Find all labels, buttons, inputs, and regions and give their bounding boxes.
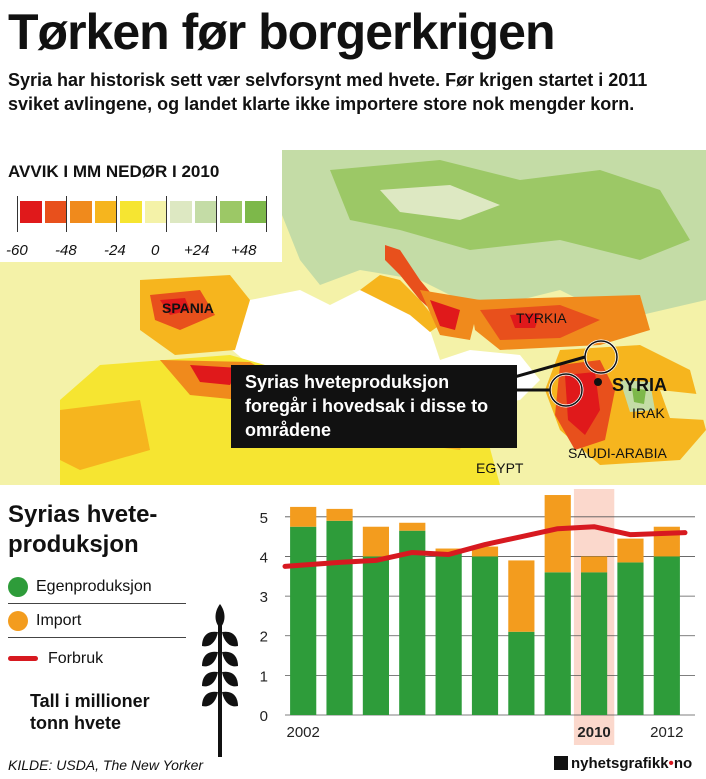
scale-swatch bbox=[120, 201, 142, 223]
bar-own-2007 bbox=[472, 556, 498, 715]
y-tick-label: 0 bbox=[259, 708, 268, 725]
bar-own-2009 bbox=[545, 572, 571, 715]
y-tick-label: 1 bbox=[259, 668, 268, 686]
brand-mark-icon bbox=[554, 756, 568, 770]
scale-swatch bbox=[195, 201, 217, 223]
units-note bbox=[30, 690, 150, 734]
bar-own-2008 bbox=[508, 632, 534, 715]
scale-label: +24 bbox=[184, 242, 210, 259]
scale-divider bbox=[266, 196, 267, 232]
bar-import-2002 bbox=[290, 507, 316, 527]
scale-divider bbox=[116, 196, 117, 232]
bar-own-2002 bbox=[290, 527, 316, 715]
legend-divider bbox=[8, 637, 186, 638]
bar-own-2005 bbox=[399, 531, 425, 715]
label-saudi-arabia: SAUDI-ARABIA bbox=[568, 445, 667, 461]
brand-dot: • bbox=[668, 755, 674, 772]
legend-own-swatch bbox=[8, 577, 28, 597]
bar-import-2003 bbox=[326, 509, 352, 521]
scale-swatch bbox=[70, 201, 92, 223]
bar-own-2012 bbox=[654, 556, 680, 715]
legend-import-swatch bbox=[8, 611, 28, 631]
color-scale bbox=[20, 201, 270, 223]
scale-swatch bbox=[170, 201, 192, 223]
scale-swatch bbox=[245, 201, 267, 223]
scale-swatch bbox=[220, 201, 242, 223]
scale-label: +48 bbox=[231, 242, 257, 259]
legend-own bbox=[8, 577, 152, 597]
scale-divider bbox=[216, 196, 217, 232]
scale-label: -60 bbox=[6, 242, 28, 259]
y-tick-label: 2 bbox=[259, 628, 268, 646]
scale-label: 0 bbox=[151, 242, 160, 259]
legend-import bbox=[8, 611, 81, 631]
map-legend-title: AVVIK I MM NEDØR I 2010 bbox=[8, 162, 220, 181]
label-turkey: TYRKIA bbox=[516, 310, 567, 326]
y-tick-label: 4 bbox=[259, 549, 268, 567]
bar-own-2010 bbox=[581, 572, 607, 715]
units-line-2: tonn hvete bbox=[30, 713, 122, 733]
bar-own-2004 bbox=[363, 556, 389, 715]
bar-own-2006 bbox=[436, 552, 462, 715]
bar-import-2004 bbox=[363, 527, 389, 557]
units-line-1: Tall i millioner bbox=[30, 691, 150, 711]
legend-consumption-swatch bbox=[8, 656, 38, 661]
source-note: KILDE: USDA, The New Yorker bbox=[8, 757, 204, 773]
scale-label: -24 bbox=[104, 242, 126, 259]
brand-tld: no bbox=[673, 755, 693, 772]
legend-consumption bbox=[8, 650, 103, 668]
label-egypt: EGYPT bbox=[476, 460, 524, 476]
lead-text: Syria har historisk sett vær selvforsynt med hvete. Før krigen startet i 2011 sviket avlingene, og landet klarte ikke importere store nok mengder korn. bbox=[8, 70, 648, 114]
bar-import-2005 bbox=[399, 523, 425, 531]
brand-name: nyhetsgrafikk bbox=[571, 755, 669, 772]
bar-import-2011 bbox=[617, 539, 643, 563]
chart-title-line-1: Syrias hvete- bbox=[8, 501, 158, 528]
y-tick-label: 5 bbox=[259, 509, 268, 527]
legend-import-label: Import bbox=[36, 612, 82, 630]
scale-swatch bbox=[20, 201, 42, 223]
y-tick-label: 3 bbox=[259, 589, 268, 607]
label-syria: SYRIA bbox=[612, 375, 668, 395]
bar-import-2010 bbox=[581, 556, 607, 572]
brand-logo bbox=[554, 755, 692, 772]
legend-own-label: Egenproduksjon bbox=[36, 578, 152, 596]
scale-label: -48 bbox=[55, 242, 77, 259]
bar-import-2008 bbox=[508, 560, 534, 631]
chart-title bbox=[8, 500, 157, 560]
label-spain: SPANIA bbox=[162, 300, 214, 316]
x-tick-label: 2002 bbox=[286, 724, 320, 741]
scale-swatch bbox=[45, 201, 67, 223]
scale-divider bbox=[17, 196, 18, 232]
page-title: Tørken før borgerkrigen bbox=[8, 4, 555, 60]
scale-divider bbox=[166, 196, 167, 232]
x-tick-label: 2012 bbox=[650, 724, 684, 741]
scale-swatch bbox=[145, 201, 167, 223]
x-tick-label: 2010 bbox=[577, 724, 611, 741]
wheat-icon bbox=[196, 602, 244, 757]
legend-divider bbox=[8, 603, 186, 604]
map-callout: Syrias hveteproduksjon foregår i hovedsak i disse to områdene bbox=[231, 365, 517, 448]
scale-swatch bbox=[95, 201, 117, 223]
legend-consumption-label: Forbruk bbox=[48, 650, 104, 667]
bar-import-2009 bbox=[545, 495, 571, 572]
scale-divider bbox=[66, 196, 67, 232]
bar-own-2003 bbox=[326, 521, 352, 715]
chart-title-line-2: produksjon bbox=[8, 531, 139, 558]
bar-own-2011 bbox=[617, 562, 643, 715]
label-iraq: IRAK bbox=[632, 405, 665, 421]
wheat-production-chart bbox=[240, 485, 706, 755]
